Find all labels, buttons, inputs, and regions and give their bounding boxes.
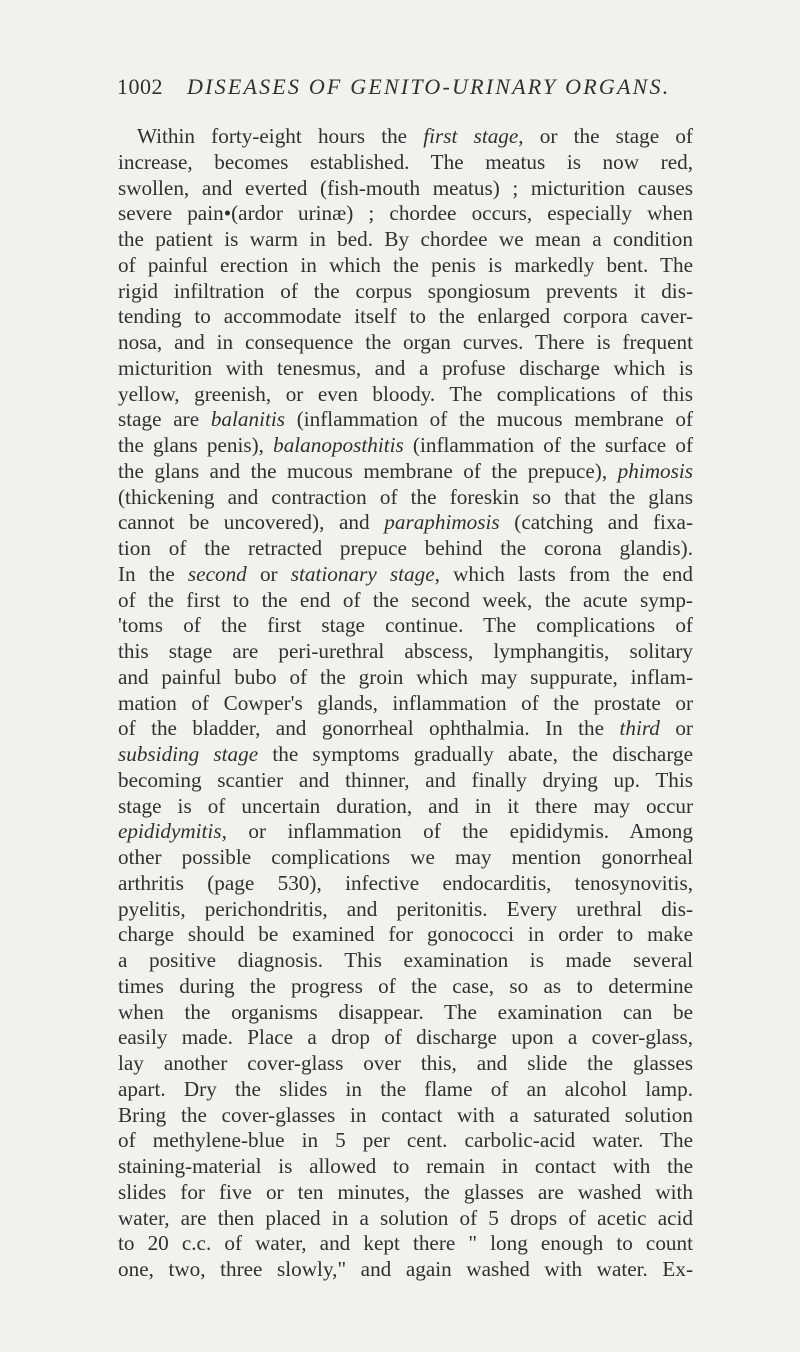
italic-term: balanitis (210, 407, 285, 432)
text-line (118, 871, 693, 897)
text-line (118, 176, 693, 202)
text-segment: , or inflammation of the epididymis. Among (221, 819, 693, 844)
text-line (118, 227, 693, 253)
text-segment: becoming scantier and thinner, and finally drying up. This (118, 767, 693, 792)
text-line (118, 459, 693, 485)
text-segment: staining-material is allowed to remain in contact with the (118, 1154, 693, 1178)
text-segment: (inflammation of the mucous membrane of (285, 407, 693, 432)
text-segment: arthritis (page 530), infective endocarditis, tenosynovitis, (118, 870, 693, 895)
text-segment: charge should be examined for gonococci in order to make (118, 922, 693, 947)
text-line (118, 1206, 693, 1232)
text-line (118, 1025, 693, 1051)
running-title: DISEASES OF GENITO-URINARY ORGANS. (187, 74, 671, 99)
text-line (118, 1231, 693, 1257)
text-segment: (catching and fixa- (499, 510, 693, 535)
italic-term: subsiding stage (118, 742, 259, 766)
italic-term: phimosis (617, 458, 693, 483)
text-segment: of painful erection in which the penis is markedly bent. The (118, 252, 693, 277)
italic-term: second (187, 561, 247, 586)
text-segment: or (246, 561, 291, 586)
text-line (118, 382, 693, 408)
text-line (118, 974, 693, 1000)
text-segment: of the first to the end of the second week, the acute symp- (118, 587, 693, 612)
text-line (118, 1000, 693, 1026)
text-line (118, 948, 693, 974)
text-line (118, 356, 693, 382)
text-segment: the symptoms gradually abate, the discharge (258, 742, 693, 766)
text-segment: to 20 c.c. of water, and kept there " long enough to count (118, 1231, 693, 1256)
text-line (118, 1128, 693, 1154)
text-line (118, 742, 693, 768)
text-line (118, 1154, 693, 1180)
text-segment: stage are (118, 407, 211, 432)
text-segment: easily made. Place a drop of discharge upon a cover-glass, (118, 1025, 693, 1050)
text-line (118, 1180, 693, 1206)
text-line (118, 124, 693, 150)
italic-term: stationary stage (290, 561, 435, 586)
text-segment: the glans and the mucous membrane of the prepuce), (118, 458, 618, 483)
text-line (118, 897, 693, 923)
text-segment: swollen, and everted (fish-mouth meatus) ; micturition causes (118, 175, 693, 200)
text-segment: the patient is warm in bed. By chordee we mean a condition (118, 227, 693, 251)
text-line (118, 1257, 693, 1283)
text-line (118, 922, 693, 948)
text-line (118, 330, 693, 356)
text-segment: micturition with tenesmus, and a profuse discharge which is (118, 355, 693, 380)
text-line (118, 304, 693, 330)
text-segment: water, are then placed in a solution of 5 drops of acetic acid (118, 1205, 693, 1230)
text-line (118, 768, 693, 794)
text-line (118, 639, 693, 665)
text-segment: (thickening and contraction of the foreskin so that the glans (118, 484, 693, 509)
text-line (118, 407, 693, 433)
body-paragraph (118, 124, 693, 1283)
text-segment: mation of Cowper's glands, inflammation of the prostate or (118, 690, 693, 715)
text-segment: In the (118, 561, 188, 586)
text-segment: increase, becomes established. The meatus is now red, (118, 149, 693, 174)
text-line (118, 536, 693, 562)
text-line (118, 1051, 693, 1077)
italic-term: third (619, 716, 660, 741)
text-segment: and painful bubo of the groin which may suppurate, inflam- (118, 664, 693, 689)
text-segment: the glans penis), (118, 433, 274, 457)
text-segment: lay another cover-glass over this, and slide the glasses (118, 1051, 693, 1075)
text-line (118, 819, 693, 845)
text-segment: when the organisms disappear. The examination can be (118, 999, 693, 1024)
text-segment: 'toms of the first stage continue. The complications of (118, 613, 693, 638)
text-segment: Within forty-eight hours the (137, 124, 424, 148)
text-line (118, 253, 693, 279)
text-line (118, 794, 693, 820)
text-segment: this stage are peri-urethral abscess, lymphangitis, solitary (118, 639, 693, 663)
text-line (118, 562, 693, 588)
text-segment: apart. Dry the slides in the flame of an alcohol lamp. (118, 1076, 693, 1101)
text-line (118, 150, 693, 176)
text-line (118, 1077, 693, 1103)
text-line (118, 845, 693, 871)
text-segment: of methylene-blue in 5 per cent. carbolic-acid water. The (118, 1128, 693, 1153)
text-segment: of the bladder, and gonorrheal ophthalmia. In the (118, 716, 620, 741)
text-segment: rigid infiltration of the corpus spongiosum prevents it dis- (118, 278, 693, 303)
running-head (117, 74, 717, 104)
text-line (118, 1103, 693, 1129)
text-segment: pyelitis, perichondritis, and peritonitis. Every urethral dis- (118, 896, 693, 921)
text-segment: or (659, 716, 693, 741)
text-line (118, 665, 693, 691)
page-number: 1002 (117, 74, 163, 99)
text-line (118, 279, 693, 305)
text-line (118, 613, 693, 639)
text-segment: times during the progress of the case, so as to determine (118, 973, 693, 998)
text-segment: , which lasts from the end (434, 561, 693, 586)
text-segment: cannot be uncovered), and (118, 510, 385, 535)
text-segment: yellow, greenish, or even bloody. The complications of this (118, 381, 693, 406)
text-segment: tion of the retracted prepuce behind the corona glandis). (118, 536, 693, 560)
text-line (118, 485, 693, 511)
italic-term: paraphimosis (384, 510, 500, 535)
text-segment: nosa, and in consequence the organ curves. There is frequent (118, 330, 693, 354)
text-segment: , or the stage of (518, 124, 693, 148)
italic-term: epididymitis (118, 819, 222, 844)
text-segment: a positive diagnosis. This examination is made several (118, 948, 693, 972)
text-segment: Bring the cover-glasses in contact with a saturated solution (118, 1102, 693, 1127)
text-line (118, 588, 693, 614)
text-line (118, 433, 693, 459)
italic-term: first stage (423, 124, 519, 148)
text-segment: one, two, three slowly," and again washed with water. Ex- (118, 1257, 693, 1281)
text-segment: slides for five or ten minutes, the glasses are washed with (118, 1179, 693, 1204)
text-segment: tending to accommodate itself to the enlarged corpora caver- (118, 304, 693, 329)
text-segment: other possible complications we may mention gonorrheal (118, 845, 693, 869)
text-line (118, 716, 693, 742)
text-line (118, 510, 693, 536)
italic-term: balanoposthitis (273, 433, 404, 457)
text-segment: severe pain•(ardor urinæ) ; chordee occurs, especially when (118, 201, 693, 226)
text-segment: (inflammation of the surface of (403, 433, 693, 457)
text-line (118, 201, 693, 227)
text-segment: stage is of uncertain duration, and in it there may occur (118, 793, 693, 818)
text-line (118, 691, 693, 717)
